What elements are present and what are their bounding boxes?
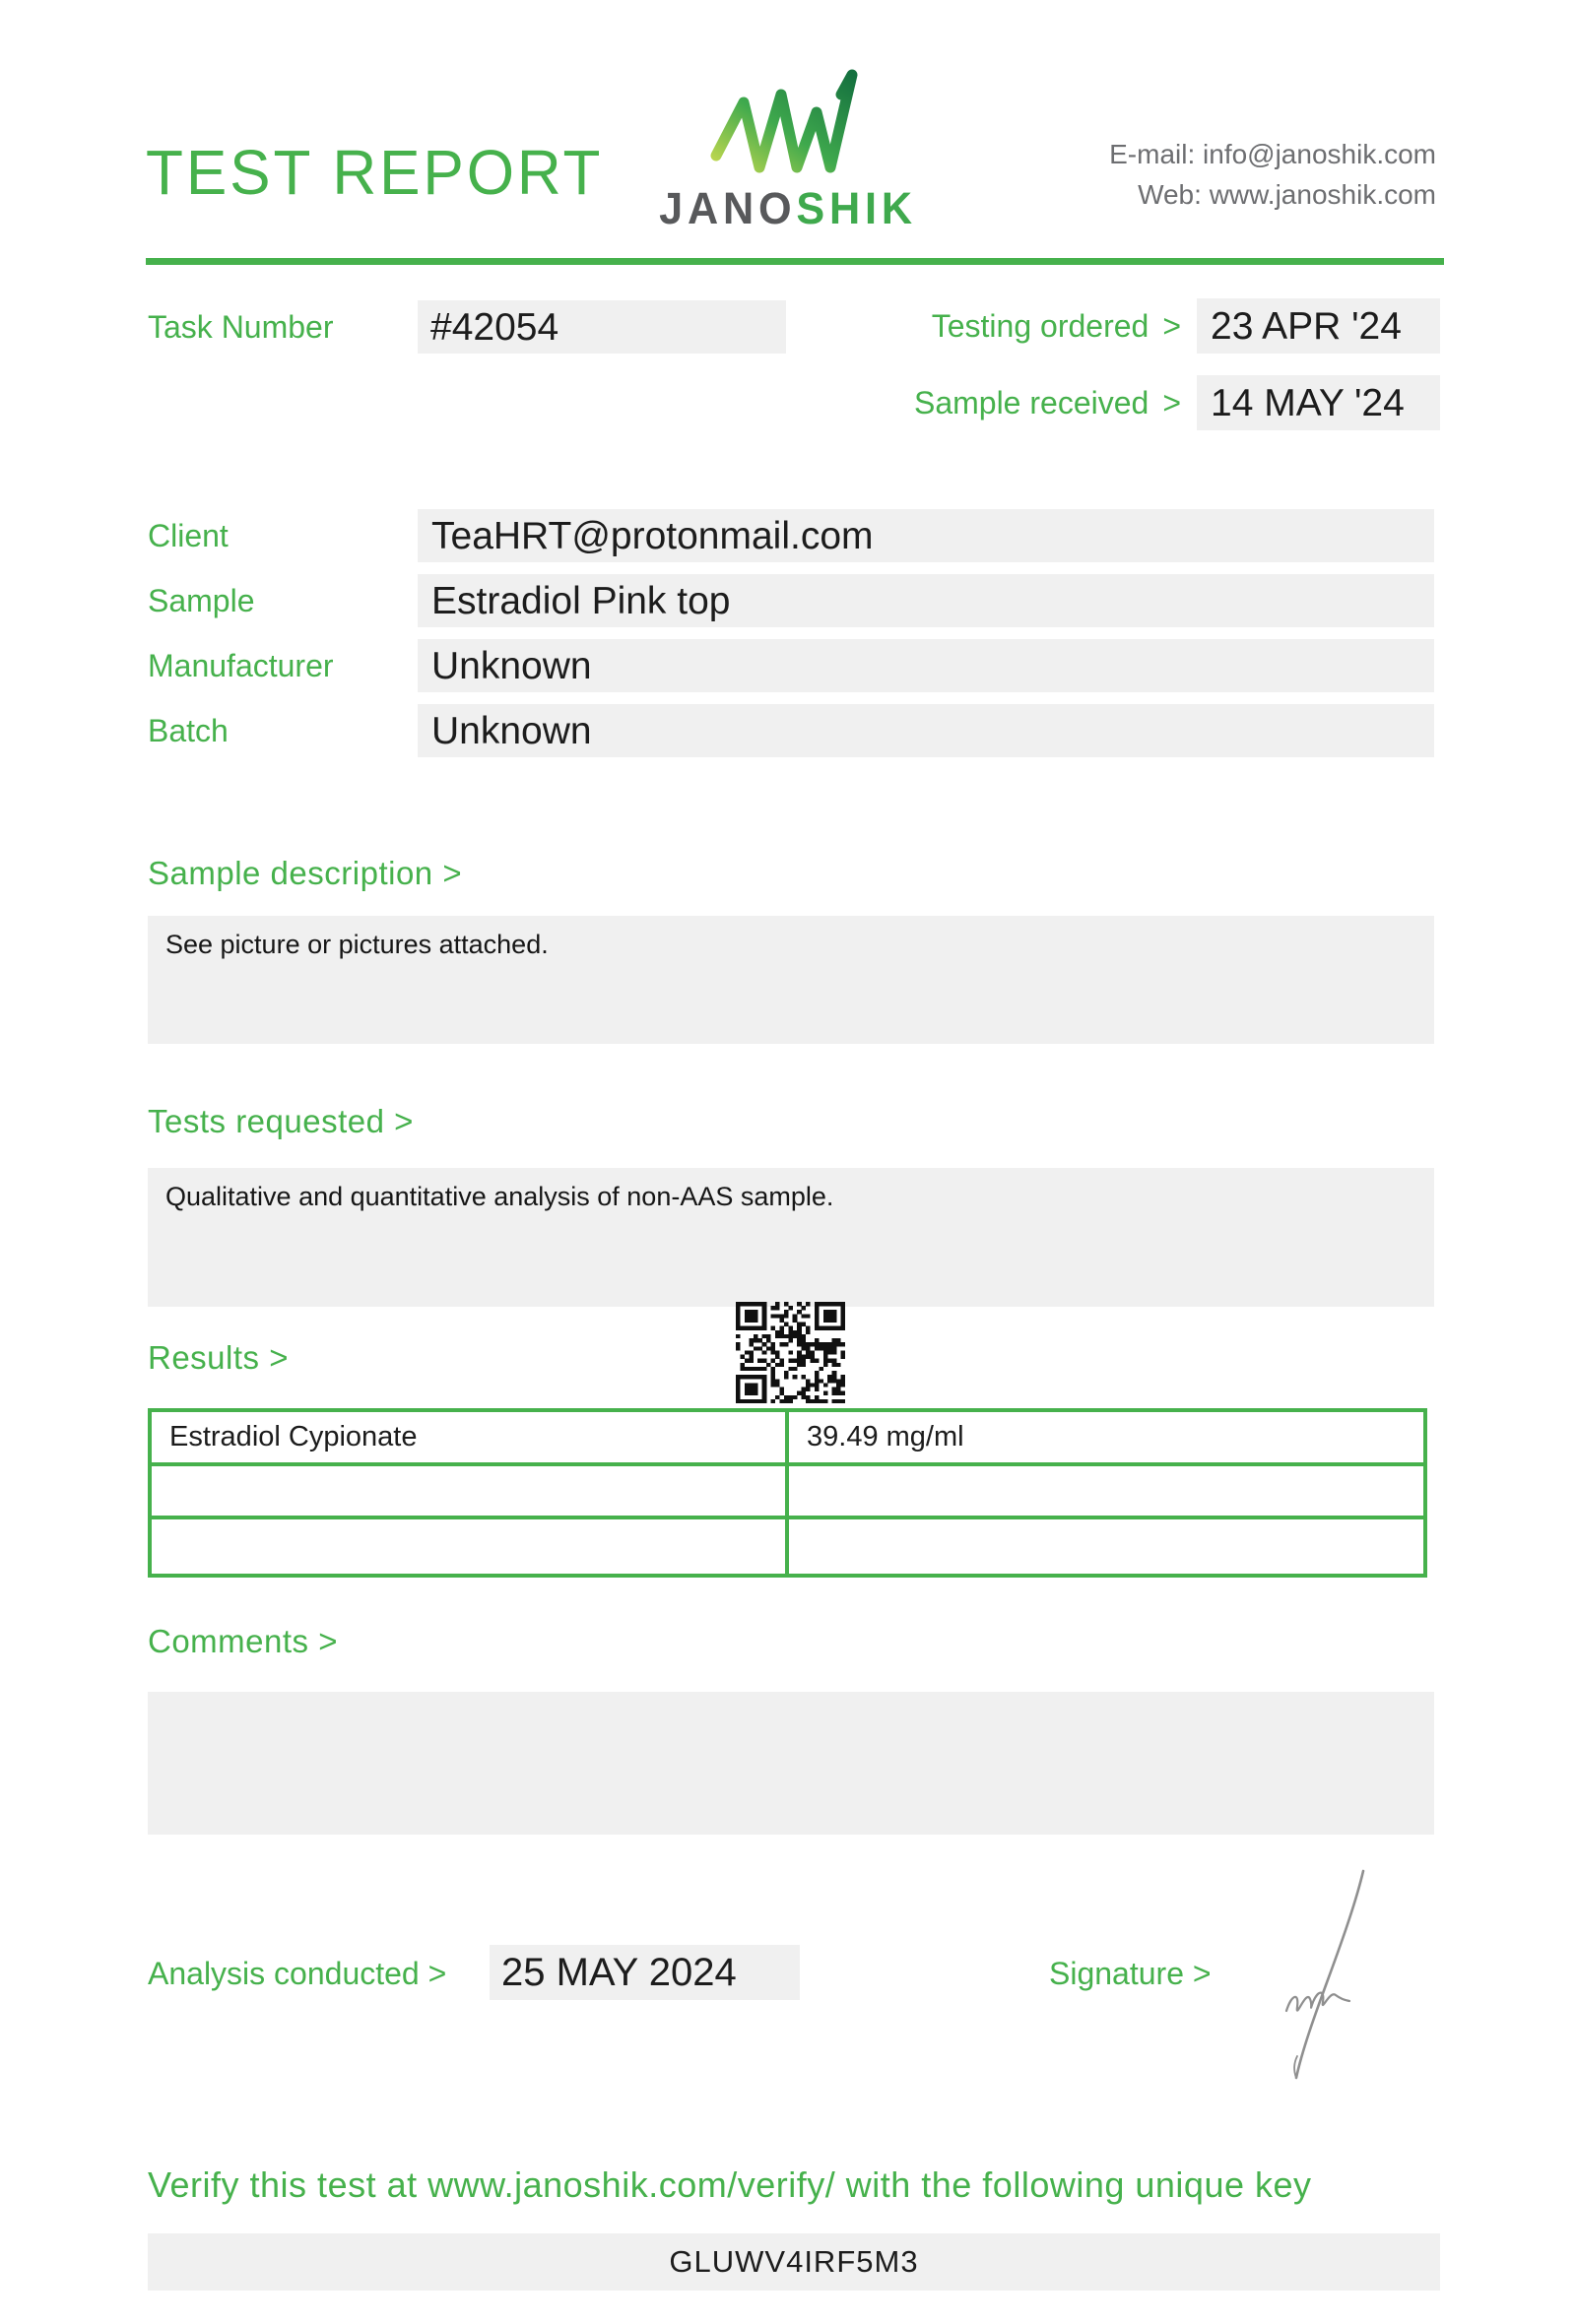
task-number-value: #42054 [418,300,786,354]
testing-ordered-value: 23 APR '24 [1197,298,1440,354]
manufacturer-label: Manufacturer [148,648,334,683]
field-row-client [0,509,1576,562]
batch-value: Unknown [418,704,1434,757]
result-analyte-cell: Estradiol Cypionate [152,1412,789,1466]
analysis-conducted-label: Analysis conducted > [148,1956,447,1991]
field-row-sample [0,574,1576,627]
page-title: TEST REPORT [146,137,604,208]
header-divider [146,258,1444,265]
contact-email: E-mail: info@janoshik.com [1109,139,1436,169]
sample-received-arrow: > [1162,384,1181,420]
qr-code [736,1302,845,1403]
contact-info [1109,134,1436,215]
result-value-cell [789,1519,1423,1574]
result-value-cell [789,1466,1423,1520]
analysis-date-value: 25 MAY 2024 [490,1945,800,2000]
task-number-label: Task Number [148,309,334,345]
tests-requested-heading: Tests requested > [148,1103,414,1139]
sample-value: Estradiol Pink top [418,574,1434,627]
brand-wordmark [651,183,925,234]
result-analyte-cell [152,1466,789,1520]
sample-received-label: Sample received [913,384,1149,420]
sample-received-row [914,375,1440,430]
sample-description-box [148,916,1434,1044]
signature-label: Signature > [1049,1956,1212,1991]
brand-wordmark-gray: JANO [659,183,797,233]
client-value: TeaHRT@protonmail.com [418,509,1434,562]
chart-logo-icon [694,61,882,181]
unique-key-value: GLUWV4IRF5M3 [148,2233,1440,2291]
comments-box [148,1692,1434,1835]
sample-received-value: 14 MAY '24 [1197,375,1440,430]
testing-ordered-row [932,298,1440,354]
verify-text: Verify this test at www.janoshik.com/verify/ with the following unique key [148,2164,1312,2205]
result-analyte-cell [152,1519,789,1574]
testing-ordered-arrow: > [1162,307,1181,344]
tests-requested-box [148,1168,1434,1307]
manufacturer-value: Unknown [418,639,1434,692]
brand-wordmark-green: SHIK [796,183,917,233]
testing-ordered-label: Testing ordered [931,307,1149,344]
results-heading: Results > [148,1339,289,1376]
tests-requested-text: Qualitative and quantitative analysis of non-AAS sample. [165,1182,834,1211]
sample-description-heading: Sample description > [148,855,463,891]
field-row-manufacturer [0,639,1576,692]
result-value-cell: 39.49 mg/ml [789,1412,1423,1466]
batch-label: Batch [148,713,229,748]
comments-heading: Comments > [148,1623,338,1659]
janoshik-logo [645,61,931,234]
signature-image [1253,1863,1391,2090]
sample-label: Sample [148,583,255,618]
sample-description-text: See picture or pictures attached. [165,930,549,959]
field-row-batch [0,704,1576,757]
contact-web: Web: www.janoshik.com [1138,179,1436,210]
client-label: Client [148,518,229,553]
results-table [148,1408,1427,1578]
